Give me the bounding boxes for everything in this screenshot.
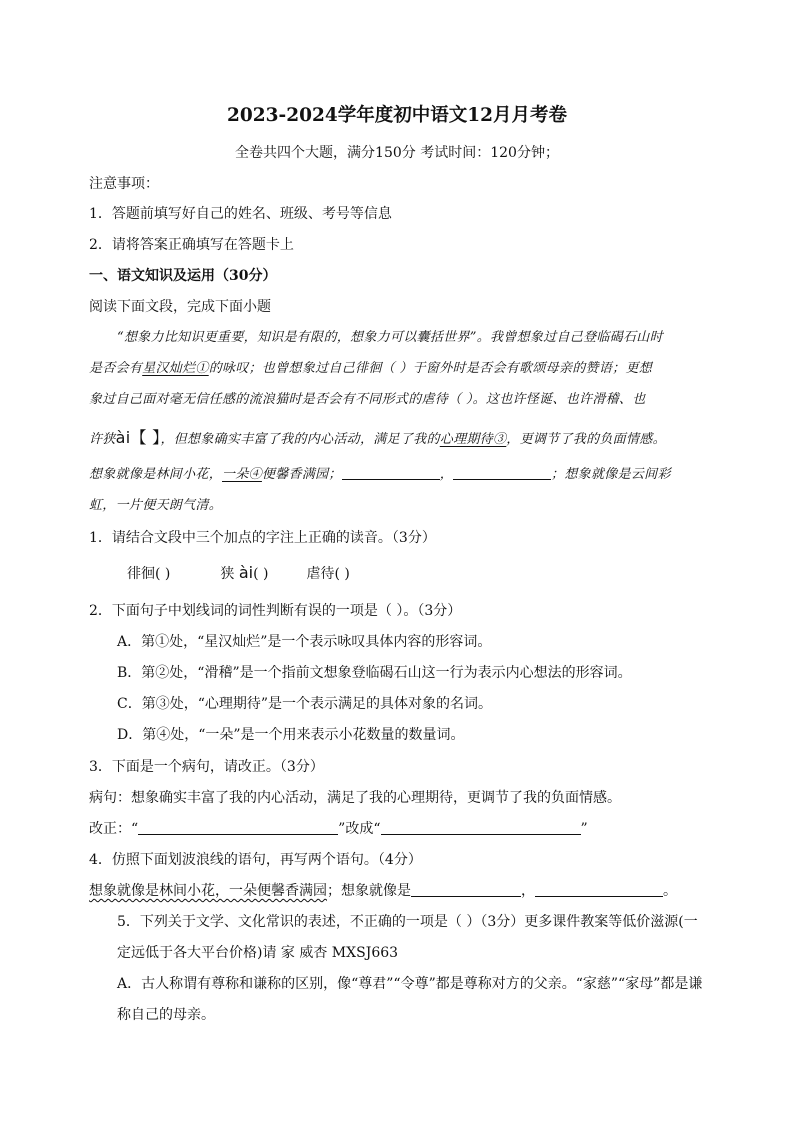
q1-items — [127, 563, 350, 584]
passage-text: ， — [439, 467, 454, 482]
sick-sentence: 病句：想象确实丰富了我的内心活动，满足了我的心理期待，更调节了我的负面情感。 — [89, 790, 621, 806]
passage-text: ；想象就像是云间彩 — [551, 467, 671, 482]
passage-text: 许狭 — [89, 432, 116, 447]
passage-line-3: 象过自己面对毫无信任感的流浪猫时是否会有不同形式的虐待（ ）。这也许怪诞、也许滑稽、也 — [89, 392, 646, 407]
correction-blank-1[interactable] — [138, 820, 338, 835]
passage-line-4 — [89, 428, 666, 450]
underlined-term-1: 星汉灿烂① — [142, 361, 209, 376]
question-5: 5．下列关于文学、文化常识的表述，不正确的一项是（ ）（3分）更多课件教案等低价滋源(一 — [117, 914, 698, 930]
imitation-blank-1[interactable] — [411, 882, 521, 897]
passage-line-1: “想象力比知识更重要，知识是有限的，想象力可以囊括世界”。我曾想象过自己登临碣石山时 — [117, 330, 663, 345]
question-1: 1．请结合文段中三个加点的字注上正确的读音。（3分） — [89, 530, 436, 546]
q2-option-c[interactable]: C．第③处，“心理期待”是一个表示满足的具体对象的名词。 — [117, 696, 493, 712]
notice-heading: 注意事项： — [89, 176, 159, 192]
answer-blank[interactable] — [453, 465, 551, 480]
page-title: 2023-2024学年度初中语文12月月考卷 — [227, 105, 567, 126]
passage-text: 便馨香满园； — [261, 467, 342, 482]
q2-option-a[interactable]: A．第①处，“星汉灿烂”是一个表示咏叹具体内容的形容词。 — [117, 634, 492, 650]
q5-option-a[interactable]: A．古人称谓有尊称和谦称的区别，像“尊君”“令尊”都是尊称对方的父亲。“家慈”“家母”都是谦 — [117, 976, 703, 992]
q1-item-a: 徘徊( ) — [127, 566, 171, 582]
passage-text: ，更调节了我的负面情感。 — [506, 432, 666, 447]
passage-line-6: 虹，一片便天朗气清。 — [89, 498, 223, 513]
question-2: 2．下面句子中划线词的词性判断有误的一项是（ ）。（3分） — [89, 603, 462, 619]
underlined-term-3: 心理期待③ — [439, 432, 507, 447]
passage-text: 想象就像是林间小花， — [89, 467, 223, 482]
question-5-cont: 定远低于各大平台价格)请 家 威杏 MXSJ663 — [117, 945, 399, 961]
q2-option-b[interactable]: B．第②处，“滑稽”是一个指前文想象登临碣石山这一行为表示内心想法的形容词。 — [117, 665, 632, 681]
pinyin-ai: ài — [238, 563, 254, 582]
passage-text: 是否会有 — [89, 361, 143, 376]
notice-item-1: 1．答题前填写好自己的姓名、班级、考号等信息 — [89, 206, 392, 222]
q5-option-a-cont: 称自己的母亲。 — [117, 1007, 215, 1023]
section-heading: 一、语文知识及运用（30分） — [89, 268, 277, 284]
q3-correction: 改正：“ ”改成“ ” — [89, 821, 588, 837]
underlined-term-4: 一朵④ — [222, 467, 262, 482]
question-4: 4．仿照下面划波浪线的语句，再写两个语句。（4分） — [89, 852, 422, 868]
q4-line: 想象就像是林间小花，一朵便馨香满园；想象就像是 ， 。 — [89, 883, 677, 899]
answer-blank[interactable] — [342, 465, 440, 480]
notice-item-2: 2．请将答案正确填写在答题卡上 — [89, 237, 294, 253]
passage-line-5 — [89, 465, 671, 485]
wavy-sentence: 想象就像是林间小花，一朵便馨香满园 — [89, 883, 327, 899]
reading-instruction: 阅读下面文段，完成下面小题 — [89, 299, 271, 315]
pinyin-blank: ài【 】 — [115, 428, 161, 447]
question-3: 3．下面是一个病句，请改正。（3分） — [89, 759, 324, 775]
q1-item-c: 虐待( ) — [306, 566, 350, 582]
correction-blank-2[interactable] — [381, 820, 581, 835]
imitation-blank-2[interactable] — [535, 882, 663, 897]
passage-line-2 — [89, 359, 652, 379]
passage-text: 的咏叹；也曾想象过自己徘徊（ ）于窗外时是否会有歌颂母亲的赞语；更想 — [208, 361, 653, 376]
q2-option-d[interactable]: D．第④处，“一朵”是一个用来表示小花数量的数量词。 — [117, 727, 465, 743]
exam-subtitle: 全卷共四个大题，满分150分 考试时间：120分钟； — [235, 145, 559, 161]
passage-text: ，但想象确实丰富了我的内心活动，满足了我的 — [160, 432, 440, 447]
q1-item-b: 狭 ài( ) — [220, 563, 269, 582]
